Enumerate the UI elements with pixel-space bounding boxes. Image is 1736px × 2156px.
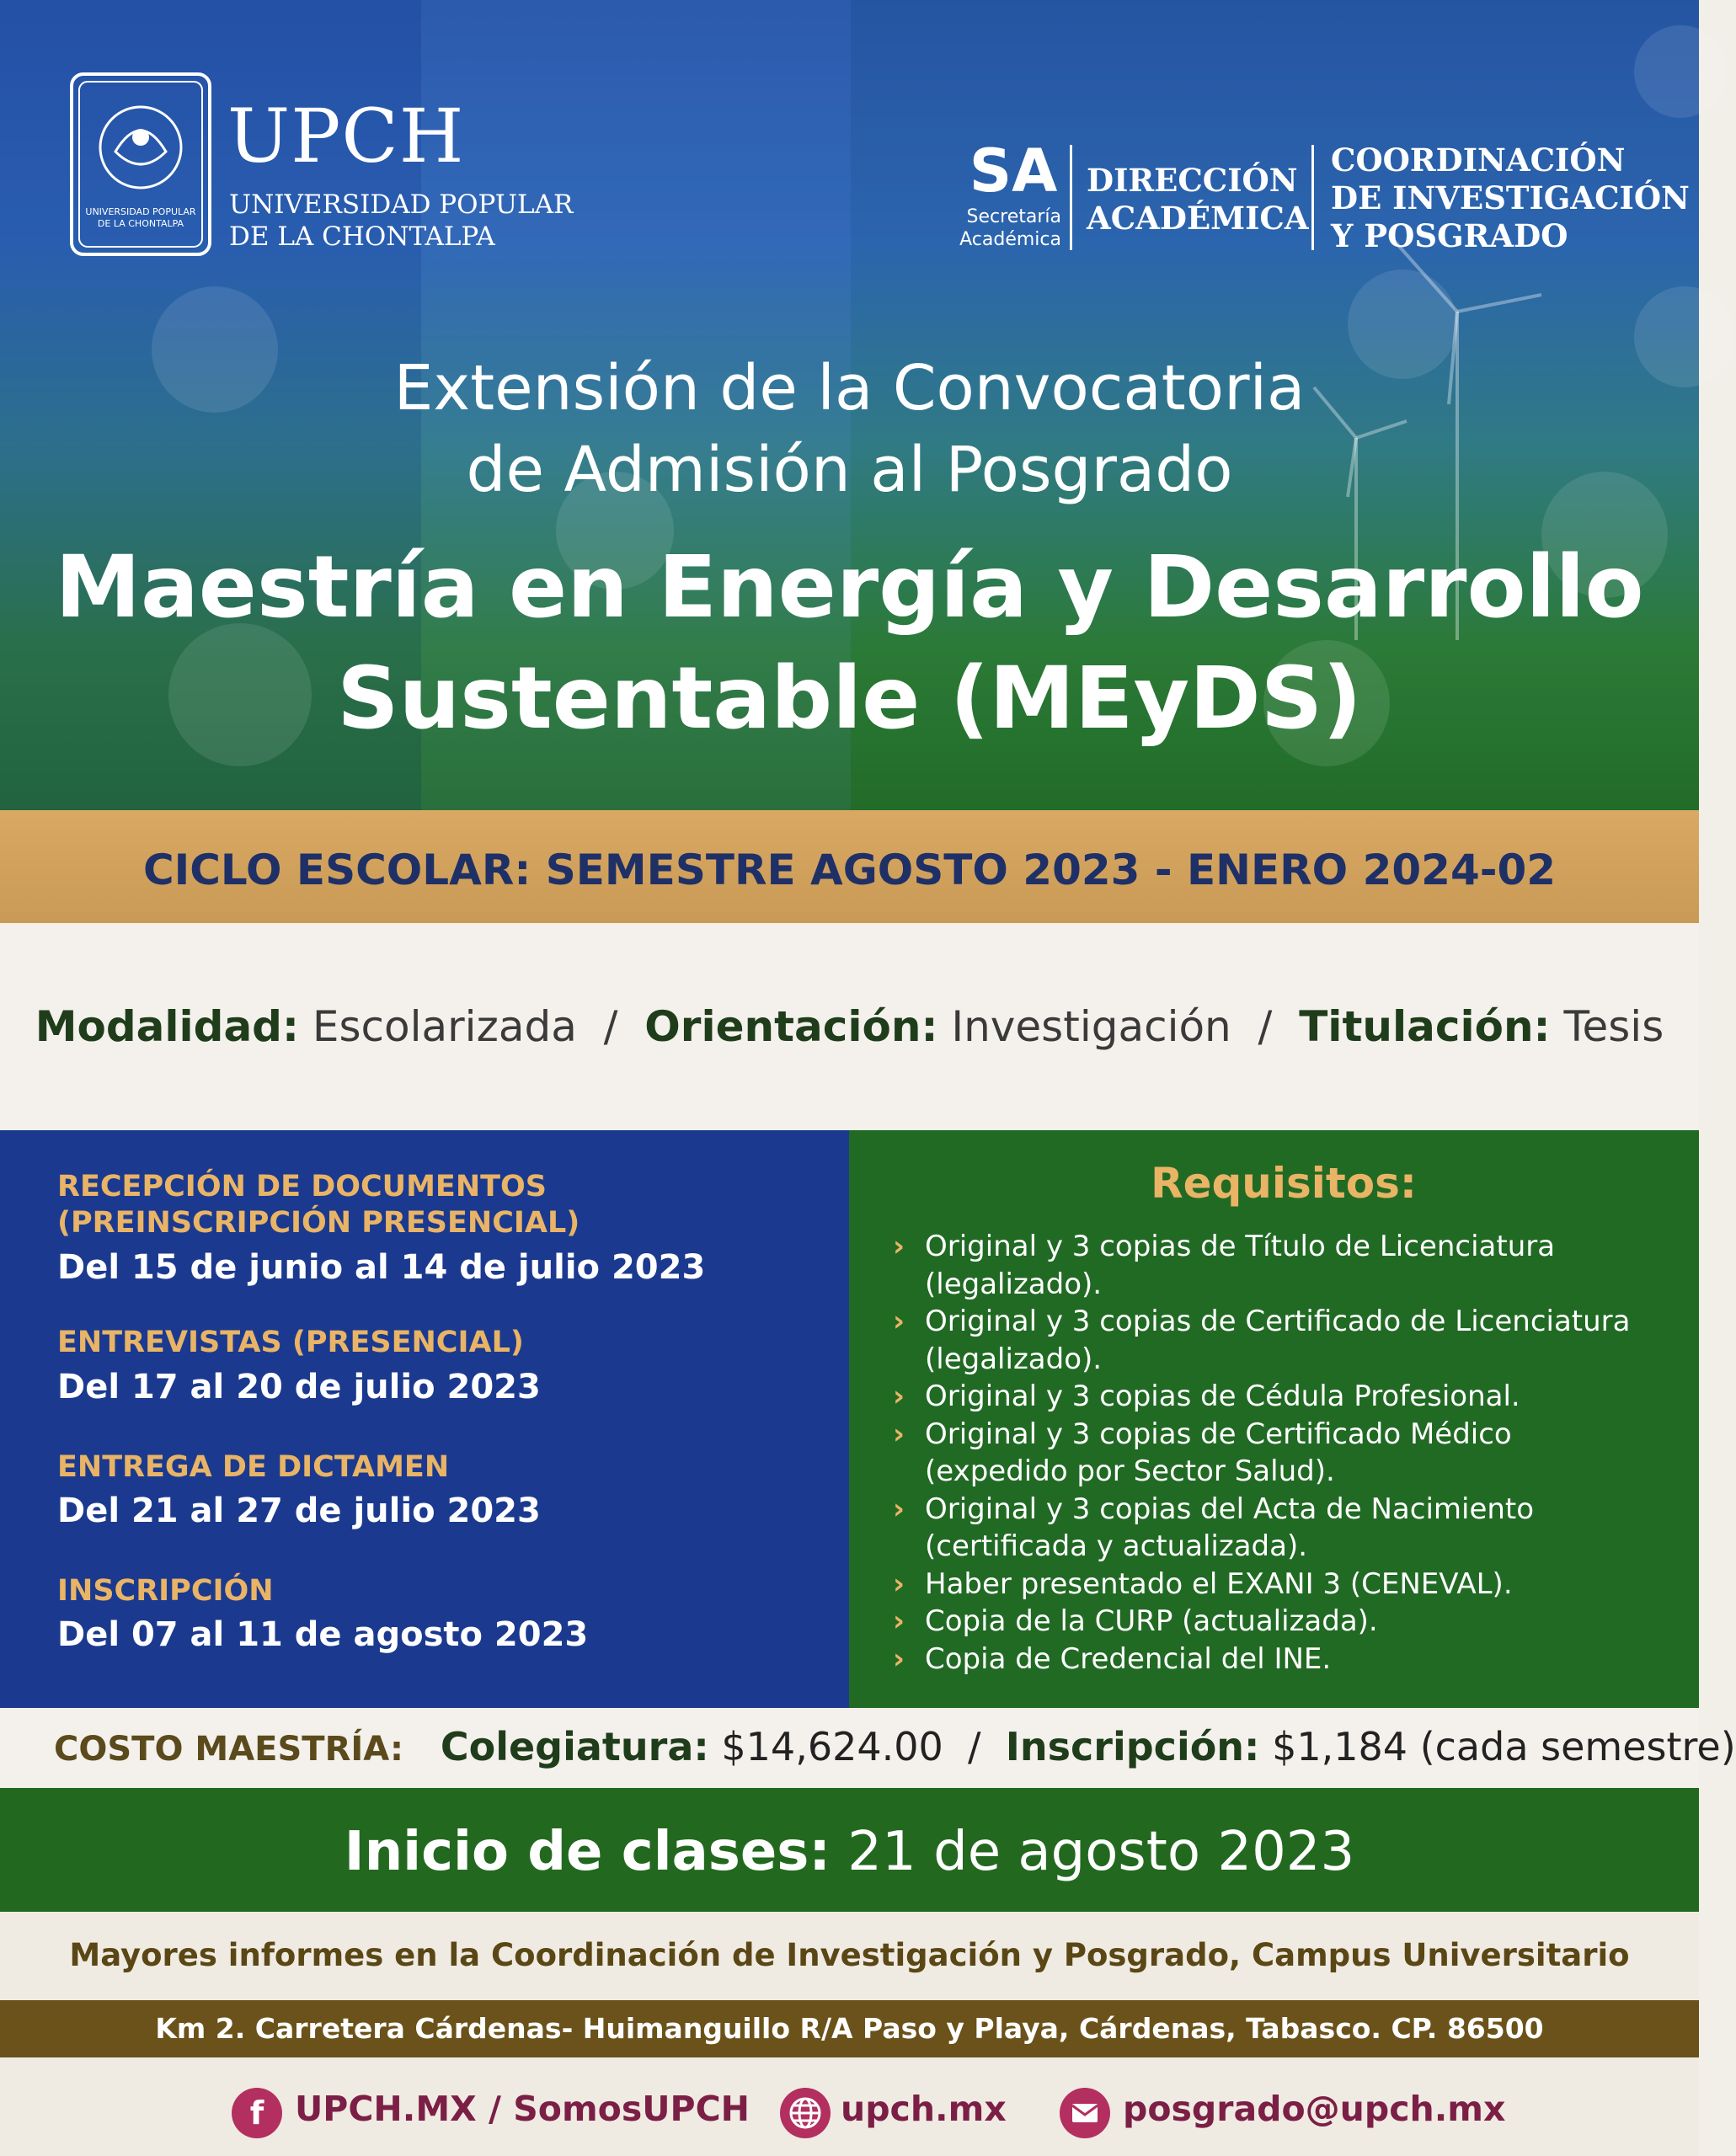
chevron-right-icon: › — [893, 1641, 905, 1676]
schedule-date: Del 21 al 27 de julio 2023 — [57, 1492, 541, 1530]
chevron-right-icon: › — [893, 1492, 905, 1526]
facebook-link[interactable]: UPCH.MX / SomosUPCH — [295, 2089, 750, 2129]
requisito-item: › Original y 3 copias del Acta de Nacimiento (certificada y actualizada). — [893, 1492, 1535, 1563]
schedule-date: Del 15 de junio al 14 de julio 2023 — [57, 1248, 706, 1287]
colegiatura-value: $14,624.00 — [721, 1724, 943, 1769]
svg-text:DE LA CHONTALPA: DE LA CHONTALPA — [97, 218, 184, 229]
separator: / — [603, 1002, 618, 1051]
coordinacion-line2: DE INVESTIGACIÓN — [1331, 179, 1690, 216]
chevron-right-icon: › — [893, 1604, 905, 1638]
ciclo-escolar: CICLO ESCOLAR: SEMESTRE AGOSTO 2023 - ENERO 2024-02 — [142, 846, 1557, 894]
inicio-label: Inicio de clases: — [344, 1821, 831, 1883]
direccion-academica-line2: ACADÉMICA — [1087, 200, 1309, 237]
schedule-title: ENTREGA DE DICTAMEN — [57, 1450, 450, 1484]
address-text: Km 2. Carretera Cárdenas- Huimanguillo R/A Paso y Playa, Cárdenas, Tabasco. CP. 86500 — [155, 2012, 1544, 2045]
separator: / — [1258, 1002, 1273, 1051]
inscripcion-label: Inscripción: — [1005, 1724, 1260, 1769]
costo-line — [54, 1724, 1736, 1769]
requisito-item: › Original y 3 copias de Título de Licenciatura (legalizado). — [893, 1230, 1556, 1301]
requisito-item: › Copia de la CURP (actualizada). — [893, 1603, 1651, 1641]
sa-subtitle-line1: Secretaría — [966, 206, 1061, 227]
sa-subtitle-line2: Académica — [959, 229, 1061, 250]
informes-text: Mayores informes en la Coordinación de Investigación y Posgrado, Campus Universitario — [69, 1937, 1630, 1973]
upch-subtitle-line2: DE LA CHONTALPA — [229, 221, 495, 252]
chevron-right-icon: › — [893, 1230, 905, 1263]
inicio-value: 21 de agosto 2023 — [847, 1821, 1355, 1883]
website-link[interactable]: upch.mx — [841, 2089, 1007, 2129]
email-link[interactable]: posgrado@upch.mx — [1123, 2089, 1506, 2129]
mail-icon[interactable] — [1060, 2088, 1110, 2138]
extension-heading-line1: Extensión de la Convocatoria — [393, 352, 1306, 424]
requisitos-list — [893, 1228, 1651, 1678]
requisito-item: › Original y 3 copias de Cédula Profesional. — [893, 1378, 1651, 1416]
separator: / — [968, 1724, 981, 1769]
coordinacion-line3: Y POSGRADO — [1331, 217, 1568, 254]
schedule-title: ENTREVISTAS (PRESENCIAL) — [57, 1326, 524, 1359]
inscripcion-value: $1,184 — [1272, 1724, 1408, 1769]
modalidad-line — [0, 1002, 1699, 1051]
modalidad-label: Modalidad: — [35, 1002, 299, 1051]
program-title-line2: Sustentable (MEyDS) — [337, 648, 1362, 749]
titulacion-label: Titulación: — [1299, 1002, 1551, 1051]
sa-logo: SA — [969, 136, 1058, 205]
chevron-right-icon: › — [893, 1417, 905, 1451]
titulacion-value: Tesis — [1563, 1002, 1664, 1051]
direccion-academica-line1: DIRECCIÓN — [1087, 162, 1298, 199]
requisito-item: › Haber presentado el EXANI 3 (CENEVAL). — [893, 1566, 1651, 1604]
schedule-title: INSCRIPCIÓN — [57, 1574, 274, 1608]
svg-text:UNIVERSIDAD POPULAR: UNIVERSIDAD POPULAR — [85, 206, 196, 217]
program-title-line1: Maestría en Energía y Desarrollo — [55, 537, 1644, 638]
requisito-item: › Original y 3 copias de Certificado de Licenciatura (legalizado). — [893, 1305, 1631, 1376]
divider — [1311, 145, 1314, 250]
decorative-circle — [1634, 25, 1727, 118]
requisito-item: › Original y 3 copias de Certificado Médico (expedido por Sector Salud). — [893, 1417, 1512, 1488]
modalidad-value: Escolarizada — [312, 1002, 577, 1051]
orientacion-label: Orientación: — [644, 1002, 938, 1051]
coordinacion-line1: COORDINACIÓN — [1331, 141, 1626, 179]
facebook-icon[interactable]: f — [232, 2088, 282, 2138]
requisito-item: › Copia de Credencial del INE. — [893, 1641, 1651, 1678]
orientacion-value: Investigación — [951, 1002, 1231, 1051]
chevron-right-icon: › — [893, 1380, 905, 1413]
costo-note: (cada semestre) — [1419, 1724, 1736, 1769]
extension-heading-line2: de Admisión al Posgrado — [466, 434, 1233, 506]
schedule-date: Del 07 al 11 de agosto 2023 — [57, 1615, 589, 1654]
colegiatura-label: Colegiatura: — [440, 1724, 709, 1769]
schedule-date: Del 17 al 20 de julio 2023 — [57, 1368, 541, 1406]
upch-subtitle-line1: UNIVERSIDAD POPULAR — [229, 189, 574, 220]
upch-seal-logo — [69, 72, 212, 257]
divider — [1070, 145, 1072, 250]
schedule-title: RECEPCIÓN DE DOCUMENTOS — [57, 1170, 547, 1203]
inicio-clases — [0, 1821, 1699, 1883]
requisitos-title: Requisitos: — [1151, 1159, 1417, 1208]
schedule-title: (PREINSCRIPCIÓN PRESENCIAL) — [57, 1206, 580, 1240]
chevron-right-icon: › — [893, 1566, 905, 1601]
chevron-right-icon: › — [893, 1305, 905, 1338]
globe-icon[interactable] — [780, 2088, 831, 2138]
costo-label: COSTO MAESTRÍA: — [54, 1730, 403, 1769]
upch-name: UPCH — [227, 93, 465, 179]
